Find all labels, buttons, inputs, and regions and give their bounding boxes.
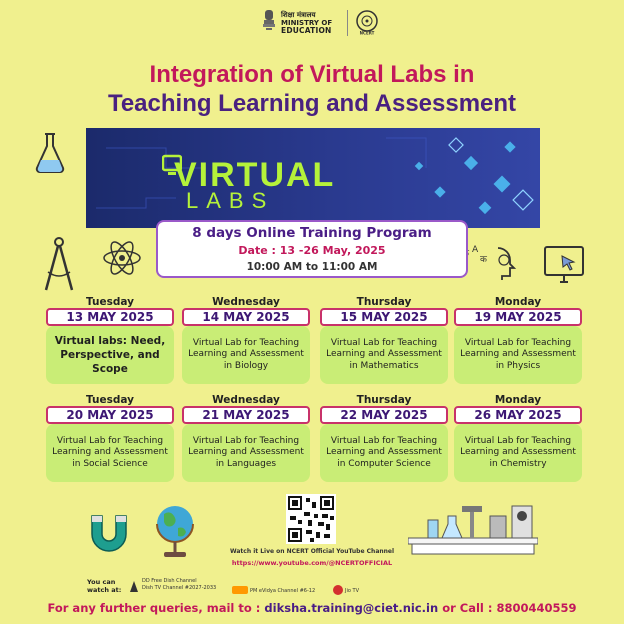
program-info-box [156, 220, 468, 278]
you-can-watch-label: You can watch at: [87, 578, 122, 594]
flask-icon [32, 130, 68, 174]
session-day: Wednesday [212, 296, 280, 308]
session-topic: Virtual Lab for Teaching Learning and Assessment in Mathematics [326, 337, 442, 371]
session-topic: Virtual Lab for Teaching Learning and Assessment in Languages [188, 435, 304, 469]
svg-text:क: क [480, 255, 487, 265]
title-line2: Teaching Learning and Assessment [107, 90, 517, 117]
session-date: 21 MAY 2025 [182, 406, 310, 424]
contact-footer [0, 601, 624, 615]
pm-evidya-text: PM eVidya Channel #6-12 [250, 588, 316, 594]
dd-channel-icon [128, 579, 140, 593]
dish-tv: Dish TV Channel #2027-2033 [142, 585, 217, 591]
session-date: 13 MAY 2025 [46, 308, 174, 326]
ministry-line2: EDUCATION [281, 26, 332, 35]
computer-cursor-icon [542, 244, 586, 288]
session-day: Monday [494, 394, 542, 406]
program-name: 8 days Online Training Program [192, 225, 432, 241]
session-date: 22 MAY 2025 [320, 406, 448, 424]
session-topic: Virtual Lab for Teaching Learning and Assessment in Computer Science [326, 435, 442, 469]
session-topic: Virtual Lab for Teaching Learning and Assessment in Physics [460, 337, 576, 371]
logo-divider [347, 10, 348, 36]
watch-live-text: Watch it Live on NCERT Official YouTube Channel [229, 548, 395, 555]
jio-tv-text: Jio TV [345, 588, 359, 594]
footer-prefix: For any further queries, mail to : [47, 601, 261, 615]
session-topic-card [182, 424, 310, 482]
svg-text:A: A [472, 245, 479, 255]
program-time: 10:00 AM to 11:00 AM [246, 261, 378, 273]
session-topic: Virtual Lab for Teaching Learning and Assessment in Biology [188, 337, 304, 371]
national-emblem-icon [262, 8, 276, 36]
banner-labs-text: LABS [186, 188, 275, 213]
dd-free-dish: DD Free Dish Channel [142, 578, 197, 584]
session-date: 20 MAY 2025 [46, 406, 174, 424]
ministry-line1: MINISTRY OF [281, 19, 333, 27]
session-topic-card [182, 326, 310, 384]
session-topic: Virtual Lab for Teaching Learning and Assessment in Chemistry [460, 435, 576, 469]
pm-evidya-icon [232, 585, 248, 595]
title-line1: Integration of Virtual Labs in [149, 61, 475, 88]
session-date: 14 MAY 2025 [182, 308, 310, 326]
session-day: Tuesday [86, 296, 134, 308]
session-day: Wednesday [212, 394, 280, 406]
session-day: Monday [494, 296, 542, 308]
session-day: Thursday [356, 394, 412, 406]
lab-bench-icon [408, 486, 538, 556]
session-date: 19 MAY 2025 [454, 308, 582, 326]
session-topic: Virtual labs: Need, Perspective, and Scope [54, 335, 166, 375]
session-topic-card [320, 424, 448, 482]
ncert-logo-icon [354, 9, 380, 35]
virtual-labs-banner [86, 128, 540, 228]
dd-channel-text [142, 578, 216, 592]
atom-icon [100, 236, 144, 280]
qr-code-icon[interactable] [286, 494, 336, 544]
session-topic-card [454, 326, 582, 384]
contact-email[interactable]: diksha.training@ciet.nic.in [264, 601, 439, 615]
session-topic-card [46, 326, 174, 384]
session-date: 26 MAY 2025 [454, 406, 582, 424]
ministry-logo-text [281, 11, 332, 35]
footer-call-prefix: or Call : [442, 601, 493, 615]
ministry-hindi: शिक्षा मंत्रालय [281, 11, 316, 19]
youtube-link[interactable]: https://www.youtube.com/@NCERTOFFICIAL [231, 559, 393, 567]
session-day: Thursday [356, 296, 412, 308]
contact-phone[interactable]: 8800440559 [496, 601, 577, 615]
banner-virtual-text: VIRTUAL [174, 156, 336, 194]
session-topic-card [454, 424, 582, 482]
ncert-label: NCERT [359, 30, 375, 35]
jio-tv-icon [333, 585, 343, 595]
session-topic-card [46, 424, 174, 482]
session-topic-card [320, 326, 448, 384]
compass-icon [42, 236, 76, 292]
page-title [0, 60, 624, 118]
session-date: 15 MAY 2025 [320, 308, 448, 326]
session-topic: Virtual Lab for Teaching Learning and Assessment in Social Science [52, 435, 168, 469]
program-date: Date : 13 -26 May, 2025 [238, 244, 386, 257]
session-day: Tuesday [86, 394, 134, 406]
